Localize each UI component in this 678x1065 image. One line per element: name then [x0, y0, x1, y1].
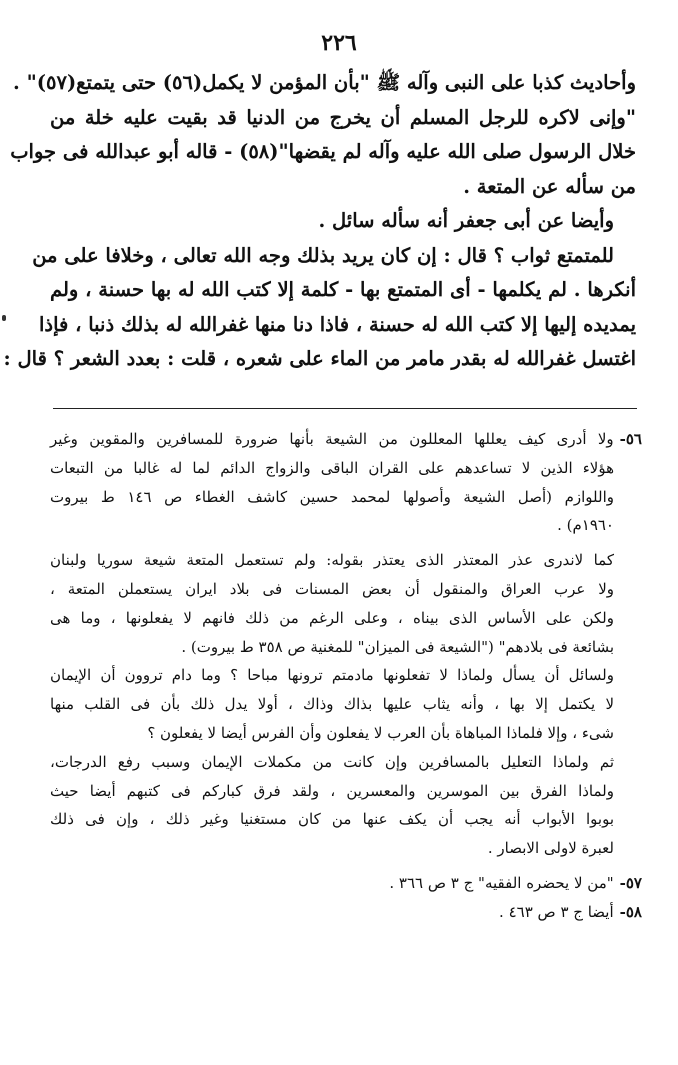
- footnote-57: [50, 869, 642, 898]
- footnote-56-line-3: واللوازم (أصل الشيعة وأصولها لمحمد حسين كاشف الغطاء ص ١٤٦ ط بيروت: [50, 487, 614, 506]
- footnote-para2-line-2: ولا عرب العراق والمنقول أن بعض المسنات فى بلاد ايران يستعملن المتعة ،: [50, 579, 614, 598]
- footnote-58-text: أيضا ج ٣ ص ٤٦٣ .: [499, 902, 614, 921]
- footnotes: [50, 425, 642, 927]
- main-text-line-3: خلال الرسول صلى الله عليه وآله لم يقضها"(٥٨) - قاله أبو عبدالله فى جواب: [10, 140, 636, 163]
- footnote-para3-line-2: لا يكتمل إلا بها ، وأنه يثاب عليها بذاك وذاك ، أولا يدل ذلك بأن فى القلب منها: [50, 695, 614, 714]
- footnote-para3-line-7: لعبرة لاولى الابصار .: [487, 839, 614, 858]
- margin-mark: [2, 315, 6, 321]
- footnote-para3-line-4: ثم ولماذا التعليل بالمسافرين وإن كانت من مكملات الإيمان وسبب رفع الدرجات،: [50, 752, 614, 771]
- footnote-56-line-4: ١٩٦٠م) .: [557, 516, 614, 535]
- main-text-line-4: من سأله عن المتعة .: [463, 174, 636, 198]
- footnote-para2-line-4: بشائعة فى بلادهم" ("الشيعة فى الميزان" للمغنية ص ٣٥٨ ط بيروت) .: [181, 637, 614, 656]
- footnote-58-number: ٥٨-: [619, 902, 642, 921]
- footnote-58: [50, 898, 642, 927]
- footnote-para3-line-3: شىء ، وإلا فلماذا المباهاة بأن العرب لا يفعلون وأن الفرس أيضا لا يفعلون ؟: [147, 723, 614, 742]
- footnote-para3-line-1: ولسائل أن يسأل ولماذا لا تفعلونها مادمتم ترونها مباحا ؟ وما دام تروون أن الإيمان: [50, 666, 614, 685]
- footnote-para2-line-1: كما لاندرى عذر المعتذر الذى يعتذر بقوله: ولم تستعمل المتعة شيعة سوريا ولبنان: [50, 551, 614, 570]
- main-text-line-9: اغتسل غفرالله له بقدر مامر من الماء على شعره ، قلت : بعدد الشعر ؟ قال :: [3, 347, 636, 370]
- main-text-line-2: "وإنى لاكره للرجل المسلم أن يخرج من الدنيا قد بقيت عليه خلة من: [50, 105, 636, 129]
- footnote-56-line-1: [50, 425, 642, 454]
- footnote-56-number: ٥٦-: [619, 430, 642, 448]
- footnote-57-number: ٥٧-: [619, 873, 642, 892]
- main-text-line-6: للمتمتع ثواب ؟ قال : إن كان يريد بذلك وجه الله تعالى ، وخلافا على من: [32, 243, 614, 267]
- footnote-para2-line-3: ولكن على الأساس الذى بيناه ، وعلى الرغم من ذلك فانهم لا يفعلونها ، وما هى: [50, 608, 614, 627]
- footnote-57-text: "من لا يحضره الفقيه" ج ٣ ص ٣٦٦ .: [389, 873, 614, 892]
- footnote-para3-line-6: بوبوا الأبواب أنه يجب أن يكف عنها من كان مستغنيا وغير ذلك ، وإن فى ذلك: [50, 810, 614, 829]
- main-text: [3, 66, 636, 377]
- main-text-line-8: يمديده إليها إلا كتب الله له حسنة ، فاذا دنا منها غفرالله له بذلك ذنبا ، فإذا: [38, 312, 636, 336]
- main-text-line-1: وأحاديث كذبا على النبى وآله ﷺ "بأن المؤمن لا يكمل(٥٦) حتى يتمتع(٥٧)" .: [13, 71, 636, 94]
- footnote-para3-line-5: ولماذا الفرق بين الموسرين والمعسرين ، ولقد فرق كباركم فى كتبهم أيضا حيث: [50, 781, 614, 800]
- footnote-56-line-2: هؤلاء الذين لا تساعدهم على القران الباقى والزواج الدائم لما له غالبا من التبعات: [50, 458, 614, 477]
- main-text-line-5: وأيضا عن أبى جعفر أنه سأله سائل .: [318, 209, 614, 232]
- footnote-56-text: ولا أدرى كيف يعللها المعللون من الشيعة بأنها ضرورة للمسافرين والمقوين وغير: [50, 430, 614, 448]
- footnote-separator: [53, 408, 637, 409]
- page-number: ٢٢٦: [321, 30, 357, 56]
- main-text-line-7: أنكرها . لم يكلمها - أى المتمتع بها - كلمة إلا كتب الله له بها حسنة ، ولم: [50, 278, 636, 301]
